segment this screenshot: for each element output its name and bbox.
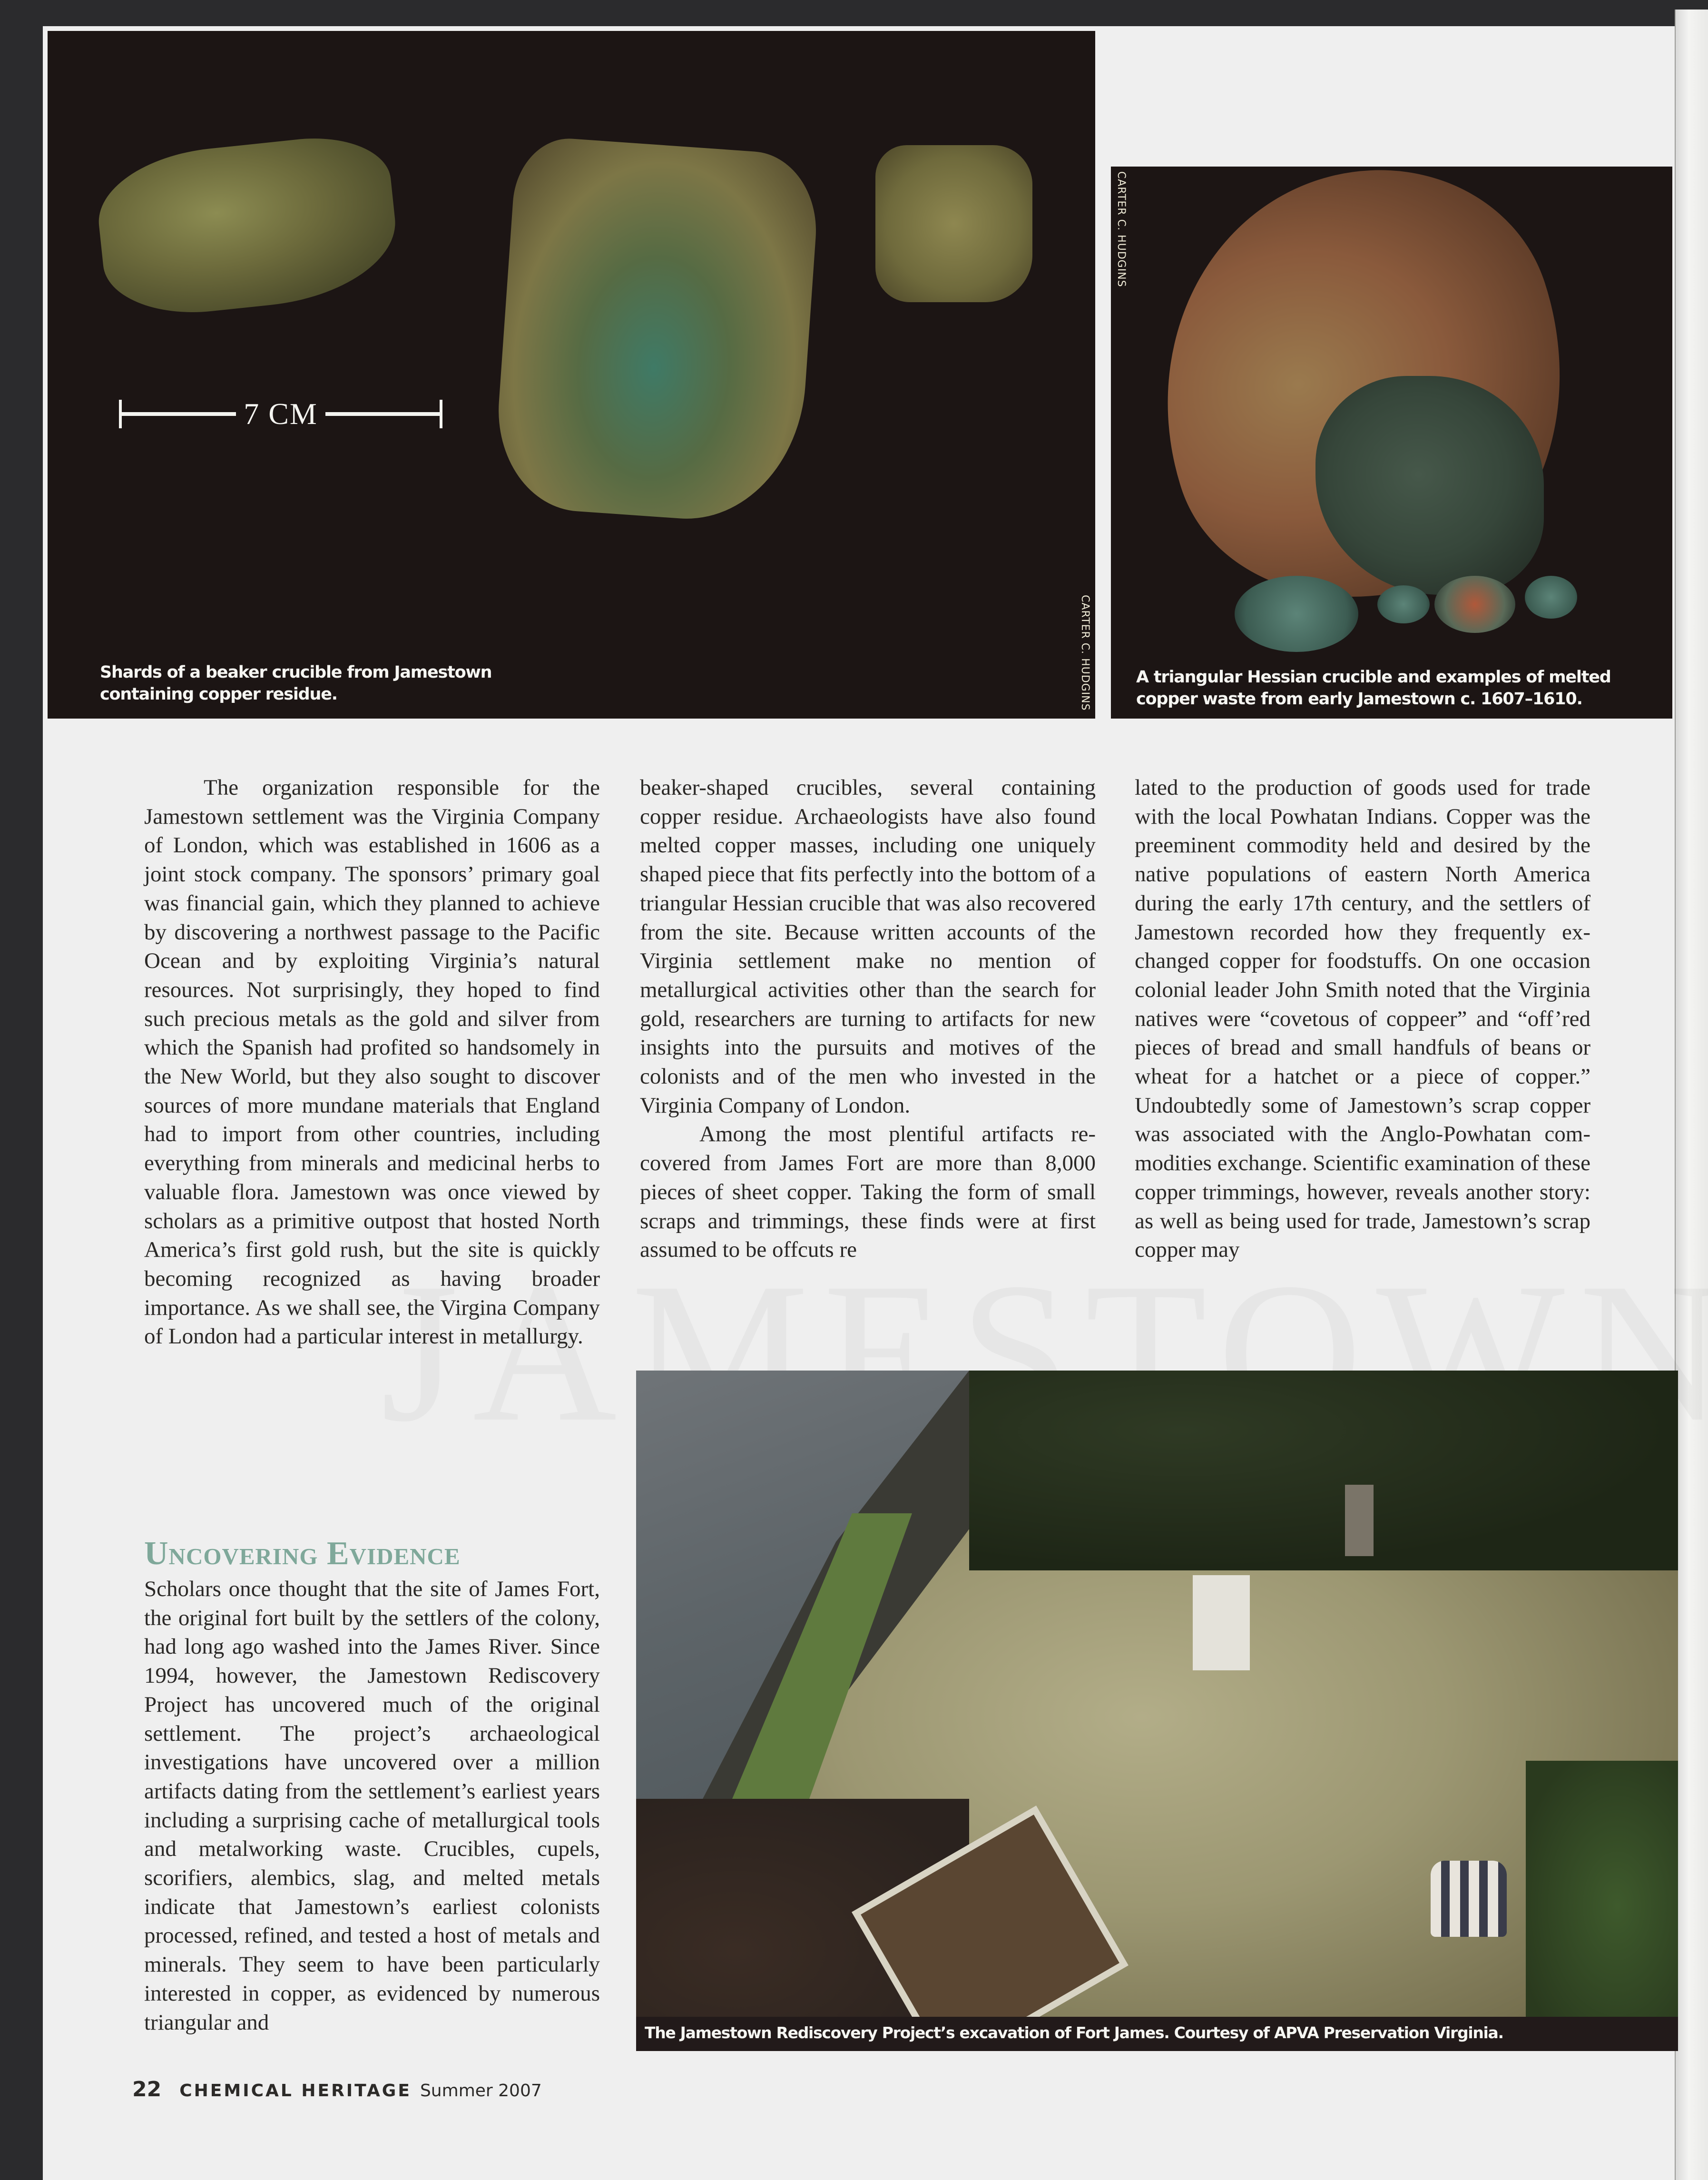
copper-waste-piece (1235, 576, 1358, 652)
page-number: 22 (132, 2077, 162, 2101)
shard-center (492, 135, 822, 527)
aerial-caption: The Jamestown Rediscovery Project’s excavation of Fort James. Courtesy of APVA Preservation Virginia. (645, 2023, 1503, 2042)
article-column-1-section (144, 1535, 600, 2037)
paragraph: Among the most plentiful artifacts recovered from James Fort are more than 8,000 pieces of sheet copper. Taking the form of small scraps and trimmings, these finds were at first assumed to be offcuts re (640, 1122, 1096, 1263)
copper-waste-piece (1525, 576, 1577, 619)
scale-bar (119, 397, 442, 431)
paragraph: The organization responsible for the Jamestown settlement was the Virginia Company of London, which was established in 1606 as a joint stock company. The sponsors’ primary goal was financial gain, which they planned to achieve by discovering a northwest passage to the Pacific Ocean and by exploiting Virginia’s natural resources. Not surprisingly, they hoped to find such precious metals as the gold and silver from which the Spanish had profited so handsomely in the New World, but they also sought to discover sources of more mundane materials that England had to import from other countries, including everything from minerals and medicinal herbs to valuable flora. Jamestown was once viewed by scholars as a primitive outpost that hosted North America’s first gold rush, but the site is quickly becoming recognized as having broader importance. As we shall see, the Virgina Company of London had a particular interest in metallurgy. (144, 775, 600, 1349)
article-column-3 (1135, 773, 1590, 1264)
crucible-caption: A triangular Hessian crucible and examples of melted copper waste from early Jamestown c. 1607–1610. (1136, 668, 1611, 709)
facing-page-edge (1676, 10, 1708, 2180)
scale-line-right (325, 412, 440, 416)
section-heading: Uncovering Evidence (144, 1535, 461, 1572)
scale-line-left (122, 412, 236, 416)
obelisk (1345, 1485, 1374, 1556)
scale-label: 7 CM (244, 397, 318, 431)
paragraph: Scholars once thought that the site of James Fort, the original fort built by the settlers of the colony, had long ago washed into the James River. Since 1994, however, the Jamestown Rediscovery Project has uncovered much of the original settlement. The project’s archaeological investigations have uncovered over a million artifacts dating from the settlement’s earliest years including a surprising cache of metallurgical tools and metalworking waste. Crucibles, cupels, scorifiers, alembics, slag, and melted metals indicate that Jamestown’s earliest colonists processed, refined, and tested a host of metals and minerals. They seem to have been particularly interested in copper, as evidenced by numerous triangular and (144, 1577, 600, 2035)
aerial-caption-bar (636, 2017, 1678, 2051)
crucible-shards-photo (48, 31, 1095, 719)
tree-line (969, 1371, 1678, 1570)
shards-caption: Shards of a beaker crucible from Jamestown containing copper residue. (100, 663, 492, 704)
hessian-crucible-photo (1111, 167, 1672, 719)
copper-waste-piece (1377, 585, 1430, 623)
article-column-1 (144, 773, 600, 1351)
photo-credit-shards: CARTER C. HUDGINS (1079, 595, 1091, 711)
photo-credit-crucible: CARTER C. HUDGINS (1115, 171, 1127, 287)
fort-james-aerial-photo (636, 1371, 1678, 2051)
article-column-2 (640, 773, 1096, 1264)
scale-tick-right (440, 400, 442, 428)
copper-waste-piece (1434, 576, 1515, 633)
issue-date: Summer 2007 (420, 2081, 542, 2101)
shard-left (92, 130, 402, 322)
paragraph: beaker-shaped crucibles, several containing copper residue. Archaeologists have also found melted copper masses, including one uniquely shaped piece that fits perfectly into the bottom of a triangular Hessian crucible that was also recovered from the site. Because written accounts of the Virginia settlement make no mention of metallurgical activities other than the search for gold, researchers are turning to artifacts for new insights into the pursuits and motives of the colonists and of the men who invested in the Virginia Company of London. (640, 775, 1096, 1118)
paragraph: lated to the production of goods used for trade with the local Powhatan Indians. Copper was the preeminent commodity held and desired by the native populations of eastern North America during the early 17th century, and the settlers of Jamestown recorded how they frequently exchanged copper for foodstuffs. On one occasion colonial leader John Smith noted that the Virginia natives were “covetous of coppeer” and “off’red pieces of bread and small handfuls of beans or wheat for a hatchet or a piece of copper.” Undoubtedly some of Jamestown’s scrap copper was associated with the Anglo-Powhatan commodities exchange. Scientific examination of these copper trimmings, however, reveals another story: as well as being used for trade, Jamestown’s scrap copper may (1135, 775, 1590, 1263)
publication-name: CHEMICAL HERITAGE (179, 2081, 412, 2101)
page-footer (132, 2077, 542, 2101)
foreground-tree (1526, 1761, 1678, 2051)
shard-right (875, 145, 1032, 302)
archaeologists-group (1431, 1861, 1507, 1937)
monument (1193, 1575, 1250, 1670)
